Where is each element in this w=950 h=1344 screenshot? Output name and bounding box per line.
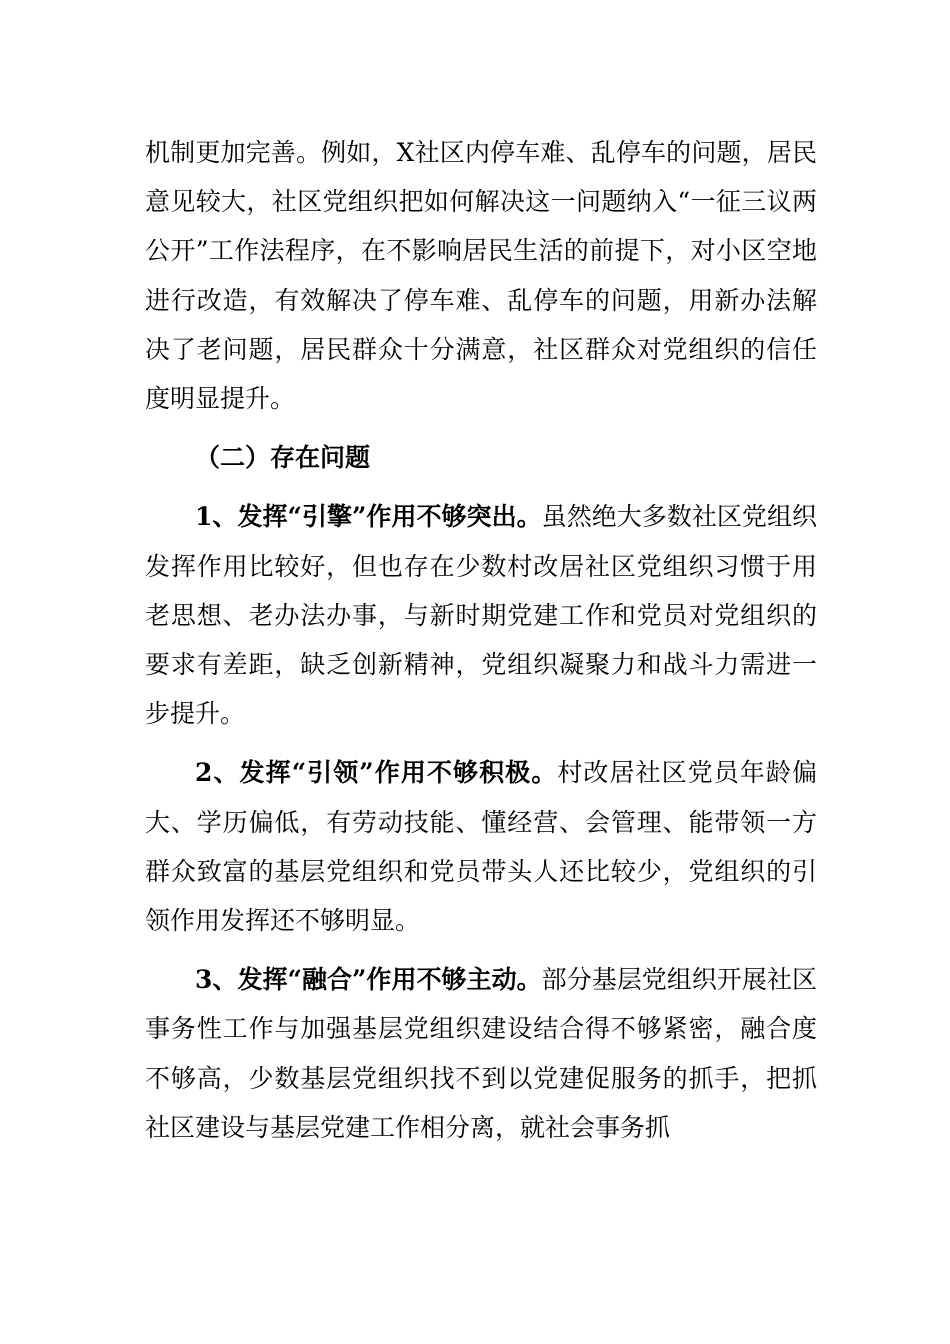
document-body: [145, 128, 817, 1152]
paragraph-issue-3: [145, 955, 817, 1152]
paragraph-text: 机制更加完善。例如，X社区内停车难、乱停车的问题，居民意见较大，社区党组织把如何解决这一问题纳入“一征三议两公开”工作法程序，在不影响居民生活的前提下，对小区空地进行改造，有效解决了停车难、乱停车的问题，用新办法解决了老问题，居民群众十分满意，社区群众对党组织的信任度明显提升。: [145, 138, 817, 414]
section-heading: [145, 433, 817, 482]
issue-1-text: 虽然绝大多数社区党组织发挥作用比较好，但也存在少数村改居社区党组织习惯于用老思想、老办法办事，与新时期党建工作和党员对党组织的要求有差距，缺乏创新精神，党组织凝聚力和战斗力需进一步提升。: [145, 502, 817, 729]
paragraph-continued: [145, 128, 817, 423]
issue-3-lead: 3、发挥“融合”作用不够主动。: [195, 965, 542, 995]
issue-1-lead: 1、发挥“引擎”作用不够突出。: [195, 502, 542, 532]
paragraph-issue-2: [145, 748, 817, 945]
issue-2-lead: 2、发挥“引领”作用不够积极。: [195, 758, 558, 788]
issue-2-text: 村改居社区党员年龄偏大、学历偏低，有劳动技能、懂经营、会管理、能带领一方群众致富的基层党组织和党员带头人还比较少，党组织的引领作用发挥还不够明显。: [145, 758, 817, 936]
paragraph-issue-1: [145, 492, 817, 738]
issue-3-text: 部分基层党组织开展社区事务性工作与加强基层党组织建设结合得不够紧密，融合度不够高，少数基层党组织找不到以党建促服务的抓手，把抓社区建设与基层党建工作相分离，就社会事务抓: [145, 965, 817, 1142]
section-heading-text: （二）存在问题: [195, 443, 371, 473]
